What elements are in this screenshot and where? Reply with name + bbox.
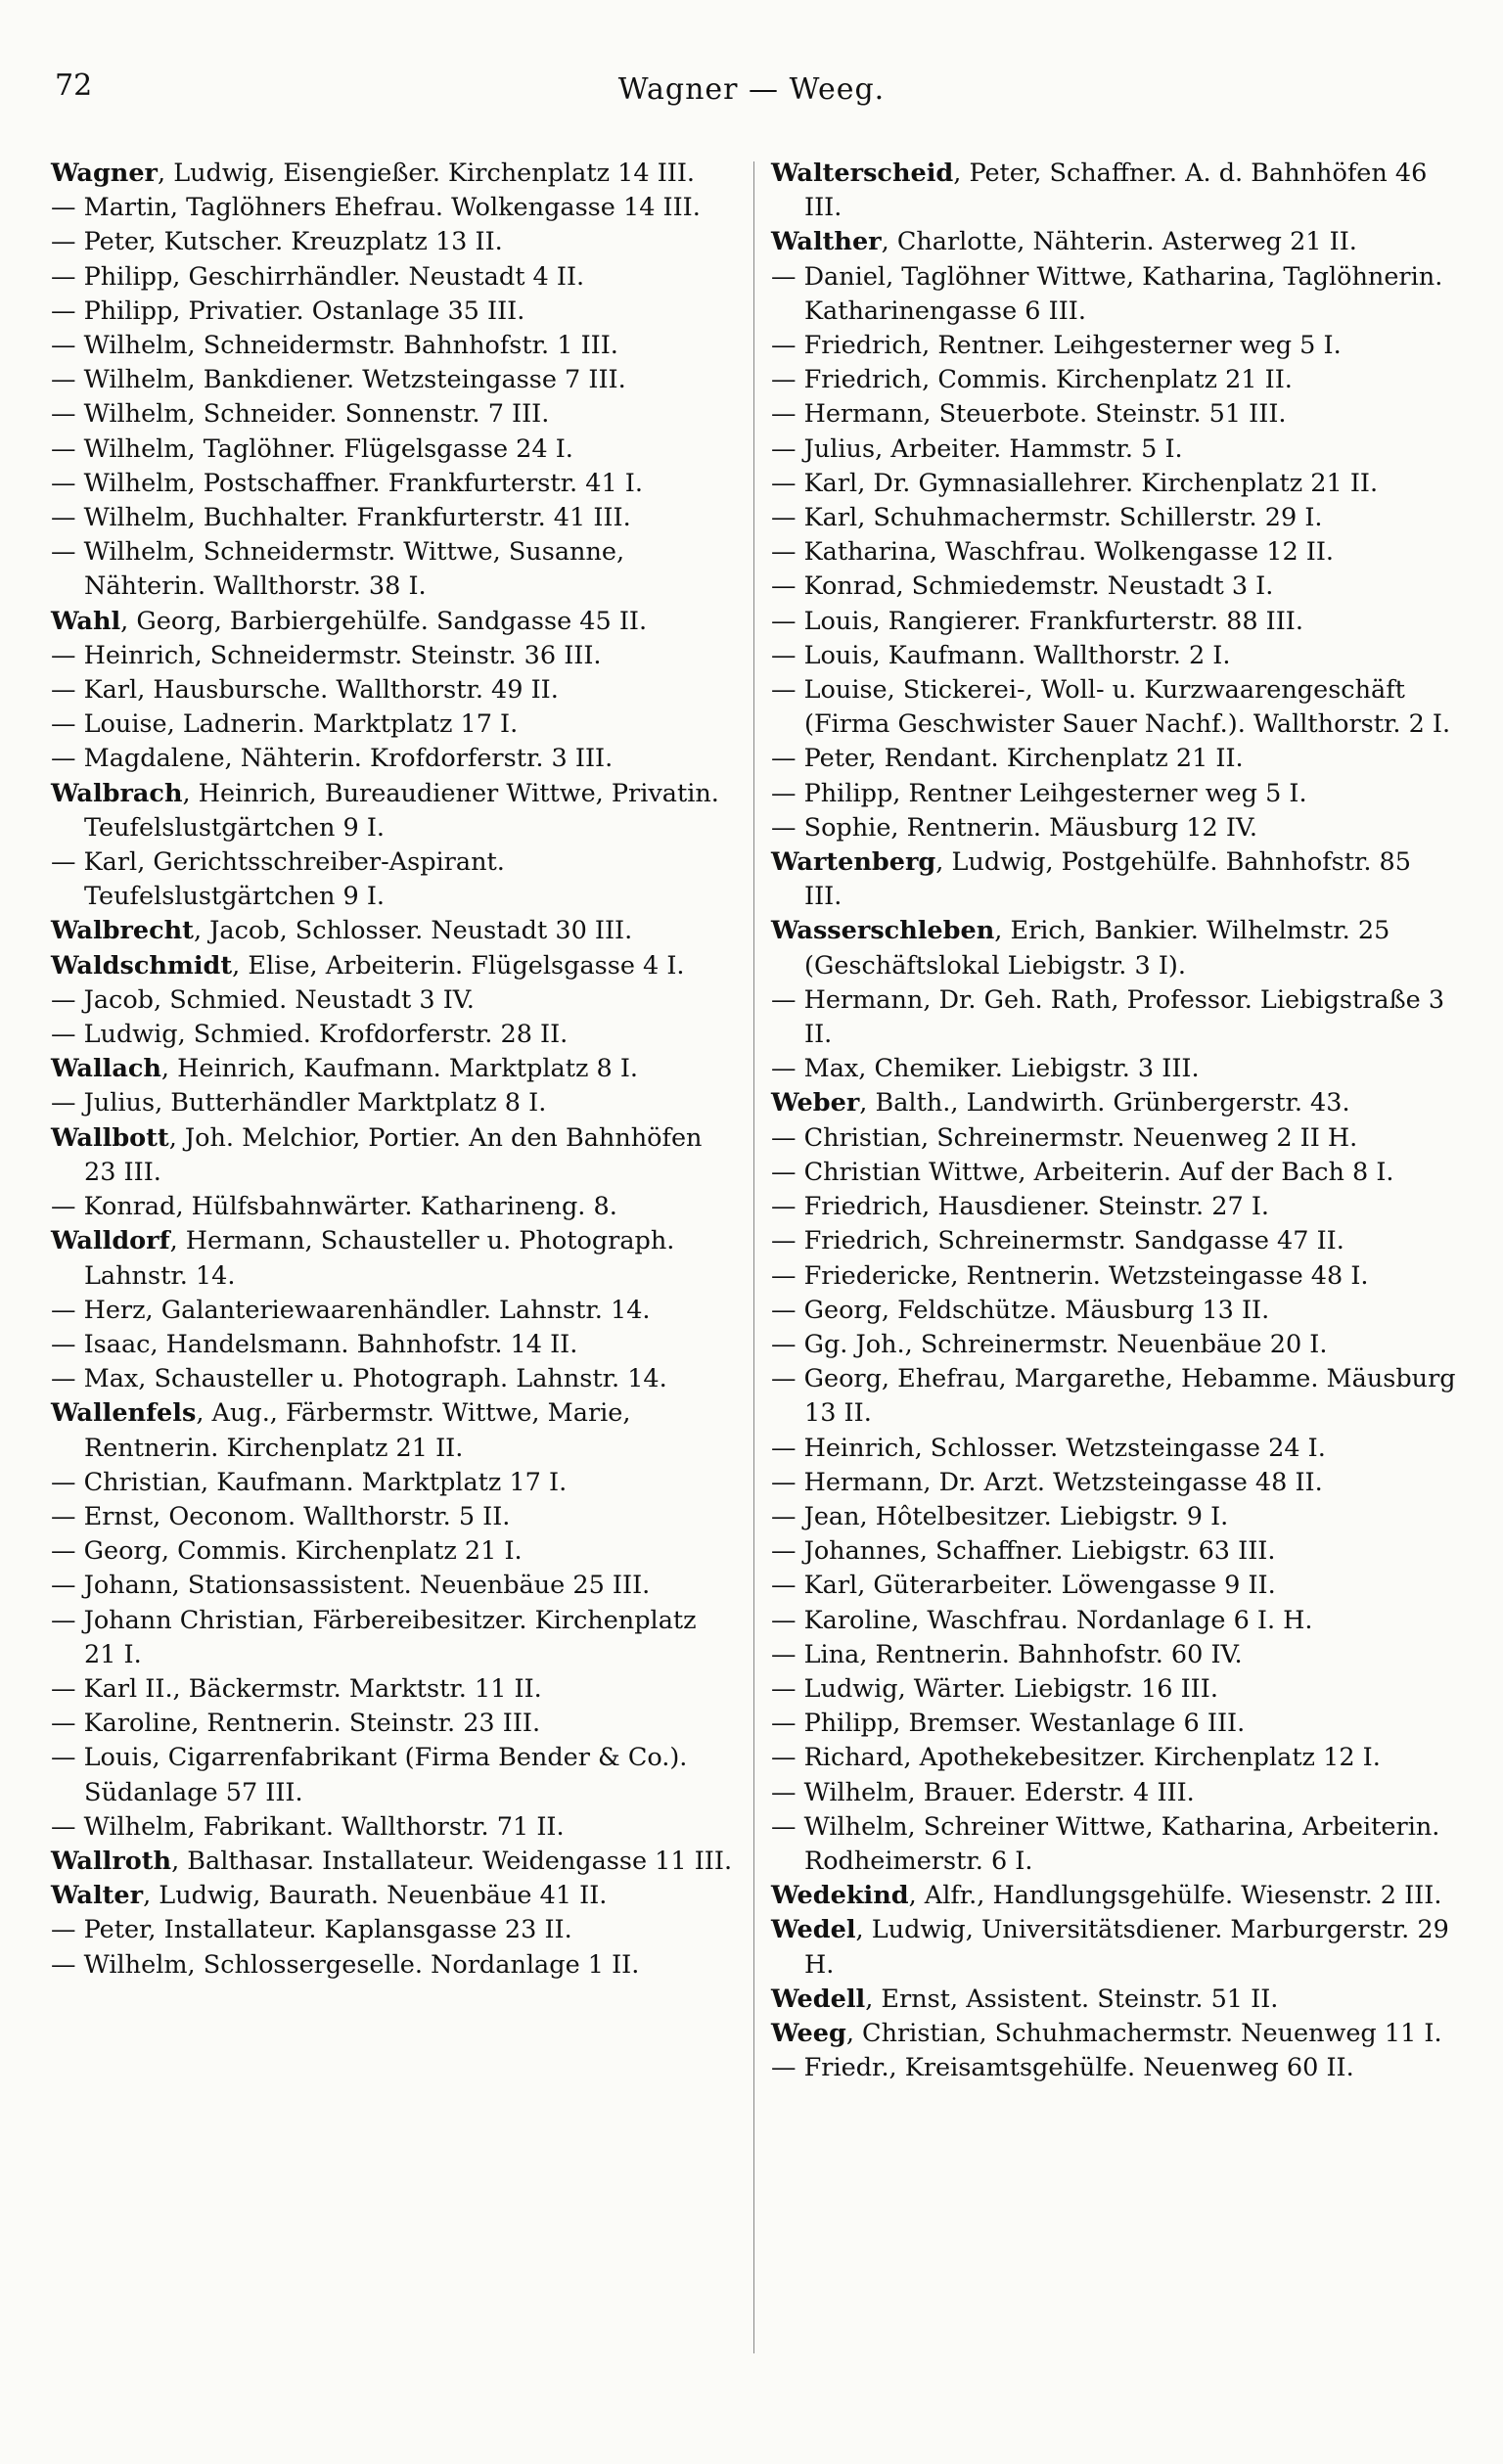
directory-entry: — Wilhelm, Schneider. Sonnenstr. 7 III.	[51, 399, 550, 430]
directory-entry: Walter, Ludwig, Baurath. Neuenbäue 41 II.	[51, 1881, 608, 1911]
running-title: Wagner — Weeg.	[617, 72, 886, 107]
directory-entry: — Julius, Butterhändler Marktplatz 8 I.	[51, 1088, 547, 1118]
directory-entry: Weeg, Christian, Schuhmachermstr. Neuenweg 11 I.	[771, 2018, 1442, 2048]
entry-surname: Weeg	[771, 2018, 846, 2048]
directory-entry: — Philipp, Rentner Leihgesterner weg 5 I.	[771, 778, 1307, 808]
entry-surname: Wallenfels	[51, 1398, 197, 1429]
directory-entry: — Herz, Galanteriewaarenhändler. Lahnstr. 14.	[51, 1295, 651, 1325]
directory-entry: — Katharina, Waschfrau. Wolkengasse 12 II.	[771, 537, 1335, 568]
directory-entry: Wallbott, Joh. Melchior, Portier. An den Bahnhöfen 23 III.	[51, 1122, 710, 1187]
directory-entry: — Karl II., Bäckermstr. Marktstr. 11 II.	[51, 1673, 542, 1704]
directory-entry: — Hermann, Dr. Geh. Rath, Professor. Liebigstraße 3 II.	[771, 984, 1453, 1050]
directory-entry: — Philipp, Geschirrhändler. Neustadt 4 II.	[51, 261, 585, 292]
directory-entry: — Louis, Cigarrenfabrikant (Firma Bender & Co.). Südanlage 57 III.	[51, 1743, 696, 1807]
entry-surname: Walter	[51, 1881, 144, 1911]
entry-surname: Walterscheid	[771, 159, 954, 188]
directory-entry: — Wilhelm, Fabrikant. Wallthorstr. 71 II.	[51, 1811, 565, 1842]
directory-entry: — Julius, Arbeiter. Hammstr. 5 I.	[771, 433, 1183, 464]
entry-surname: Walbrach	[51, 778, 183, 808]
directory-entry: — Friedr., Kreisamtsgehülfe. Neuenweg 60 II.	[771, 2053, 1354, 2083]
directory-entry: — Christian, Schreinermstr. Neuenweg 2 II H.	[771, 1122, 1358, 1153]
directory-entry: — Jacob, Schmied. Neustadt 3 IV.	[51, 984, 475, 1015]
directory-entry: — Wilhelm, Schreiner Wittwe, Katharina, Arbeiterin. Rodheimerstr. 6 I.	[771, 1811, 1448, 1876]
directory-entry: Walbrecht, Jacob, Schlosser. Neustadt 30 III.	[51, 916, 633, 946]
directory-entry: — Wilhelm, Brauer. Ederstr. 4 III.	[771, 1777, 1195, 1807]
entry-surname: Walther	[771, 227, 882, 257]
directory-entry: — Hermann, Dr. Arzt. Wetzsteingasse 48 II.	[771, 1467, 1323, 1497]
directory-entry: — Wilhelm, Bankdiener. Wetzsteingasse 7 III.	[51, 365, 626, 395]
entry-surname: Wartenberg	[771, 847, 936, 878]
entry-surname: Wallach	[51, 1054, 161, 1084]
left-column	[51, 157, 736, 1983]
directory-entry: — Heinrich, Schneidermstr. Steinstr. 36 III.	[51, 640, 602, 670]
directory-entry: Wahl, Georg, Barbiergehülfe. Sandgasse 45 II.	[51, 606, 648, 636]
directory-entry: — Wilhelm, Schneidermstr. Bahnhofstr. 1 III.	[51, 331, 618, 361]
directory-entry: — Wilhelm, Taglöhner. Flügelsgasse 24 I.	[51, 433, 573, 464]
entry-surname: Wallroth	[51, 1846, 172, 1876]
entry-surname: Walldorf	[51, 1226, 170, 1256]
directory-entry: — Christian, Kaufmann. Marktplatz 17 I.	[51, 1467, 568, 1497]
directory-entry: — Max, Schausteller u. Photograph. Lahnstr. 14.	[51, 1364, 667, 1394]
directory-entry: — Konrad, Hülfsbahnwärter. Katharineng. 8.	[51, 1192, 617, 1222]
directory-entry: — Magdalene, Nähterin. Krofdorferstr. 3 III.	[51, 744, 614, 774]
directory-entry: — Hermann, Steuerbote. Steinstr. 51 III.	[771, 399, 1287, 430]
directory-entry: — Philipp, Bremser. Westanlage 6 III.	[771, 1709, 1246, 1739]
directory-entry: — Karl, Hausbursche. Wallthorstr. 49 II.	[51, 675, 559, 706]
directory-entry: — Karl, Güterarbeiter. Löwengasse 9 II.	[771, 1571, 1276, 1601]
directory-entry: — Isaac, Handelsmann. Bahnhofstr. 14 II.	[51, 1329, 578, 1359]
page-number: 72	[55, 68, 93, 103]
directory-entry: — Christian Wittwe, Arbeiterin. Auf der Bach 8 I.	[771, 1157, 1394, 1187]
directory-entry: Wedekind, Alfr., Handlungsgehülfe. Wiesenstr. 2 III.	[771, 1881, 1442, 1911]
directory-entry: — Sophie, Rentnerin. Mäusburg 12 IV.	[771, 812, 1257, 843]
directory-entry: — Johann, Stationsassistent. Neuenbäue 25 III.	[51, 1571, 651, 1601]
directory-entry: — Peter, Kutscher. Kreuzplatz 13 II.	[51, 227, 503, 257]
directory-entry: — Johannes, Schaffner. Liebigstr. 63 III.	[771, 1536, 1276, 1567]
directory-entry: — Georg, Ehefrau, Margarethe, Hebamme. Mäusburg 13 II.	[771, 1364, 1464, 1429]
directory-entry: — Karl, Dr. Gymnasiallehrer. Kirchenplatz 21 II.	[771, 468, 1379, 498]
directory-entry: — Peter, Rendant. Kirchenplatz 21 II.	[771, 744, 1244, 774]
directory-entry: — Louise, Stickerei-, Woll- u. Kurzwaarengeschäft (Firma Geschwister Sauer Nachf.). Wallthorstr. 2 I.	[771, 675, 1451, 740]
directory-entry: — Friedericke, Rentnerin. Wetzsteingasse 48 I.	[771, 1260, 1369, 1291]
directory-entry: Wasserschleben, Erich, Bankier. Wilhelmstr. 25 (Geschäftslokal Liebigstr. 3 I).	[771, 916, 1398, 981]
directory-entry: — Daniel, Taglöhner Wittwe, Katharina, Taglöhnerin. Katharinengasse 6 III.	[771, 261, 1451, 326]
directory-entry: — Friedrich, Commis. Kirchenplatz 21 II.	[771, 365, 1293, 395]
right-column	[771, 157, 1464, 2085]
directory-entry: — Gg. Joh., Schreinermstr. Neuenbäue 20 I.	[771, 1329, 1328, 1359]
directory-entry: — Karl, Gerichtsschreiber-Aspirant. Teufelslustgärtchen 9 I.	[51, 847, 513, 912]
entry-surname: Wallbott	[51, 1122, 169, 1153]
directory-entry: — Wilhelm, Postschaffner. Frankfurterstr. 41 I.	[51, 468, 643, 498]
directory-entry: Walther, Charlotte, Nähterin. Asterweg 21 II.	[771, 227, 1357, 257]
directory-entry: — Wilhelm, Buchhalter. Frankfurterstr. 41 III.	[51, 503, 631, 533]
directory-entry: Wedel, Ludwig, Universitätsdiener. Marburgerstr. 29 H.	[771, 1915, 1457, 1980]
entry-surname: Wedel	[771, 1915, 856, 1945]
directory-entry: — Friedrich, Rentner. Leihgesterner weg 5 I.	[771, 331, 1342, 361]
directory-entry: — Georg, Commis. Kirchenplatz 21 I.	[51, 1536, 523, 1567]
directory-entry: Wallenfels, Aug., Färbermstr. Wittwe, Marie, Rentnerin. Kirchenplatz 21 II.	[51, 1398, 639, 1463]
directory-entry: Wallroth, Balthasar. Installateur. Weidengasse 11 III.	[51, 1846, 733, 1876]
directory-entry: — Ludwig, Wärter. Liebigstr. 16 III.	[771, 1673, 1218, 1704]
directory-entry: Walldorf, Hermann, Schausteller u. Photograph. Lahnstr. 14.	[51, 1226, 683, 1291]
directory-entry: — Lina, Rentnerin. Bahnhofstr. 60 IV.	[771, 1639, 1243, 1669]
directory-entry: — Martin, Taglöhners Ehefrau. Wolkengasse 14 III.	[51, 193, 701, 223]
directory-entry: — Wilhelm, Schlossergeselle. Nordanlage 1 II.	[51, 1949, 640, 1980]
directory-entry: — Karl, Schuhmachermstr. Schillerstr. 29 I.	[771, 503, 1323, 533]
directory-entry: Walbrach, Heinrich, Bureaudiener Wittwe, Privatin. Teufelslustgärtchen 9 I.	[51, 778, 728, 843]
directory-entry: Walterscheid, Peter, Schaffner. A. d. Bahnhöfen 46 III.	[771, 159, 1435, 223]
directory-entry: Wedell, Ernst, Assistent. Steinstr. 51 II.	[771, 1984, 1279, 2014]
directory-entry: — Richard, Apothekebesitzer. Kirchenplatz 12 I.	[771, 1743, 1381, 1773]
directory-entry: — Louise, Ladnerin. Marktplatz 17 I.	[51, 709, 519, 740]
directory-entry: — Wilhelm, Schneidermstr. Wittwe, Susanne, Nähterin. Wallthorstr. 38 I.	[51, 537, 633, 602]
directory-entry: — Ernst, Oeconom. Wallthorstr. 5 II.	[51, 1501, 511, 1531]
entry-surname: Wedell	[771, 1984, 866, 2014]
directory-entry: — Georg, Feldschütze. Mäusburg 13 II.	[771, 1295, 1270, 1325]
entry-surname: Weber	[771, 1088, 860, 1118]
directory-entry: — Jean, Hôtelbesitzer. Liebigstr. 9 I.	[771, 1501, 1229, 1531]
directory-entry: — Philipp, Privatier. Ostanlage 35 III.	[51, 296, 525, 326]
directory-entry: Waldschmidt, Elise, Arbeiterin. Flügelsgasse 4 I.	[51, 950, 685, 981]
directory-entry: — Konrad, Schmiedemstr. Neustadt 3 I.	[771, 571, 1274, 602]
entry-surname: Waldschmidt	[51, 950, 233, 981]
entry-surname: Wedekind	[771, 1881, 909, 1911]
directory-entry: — Heinrich, Schlosser. Wetzsteingasse 24 I.	[771, 1433, 1326, 1463]
directory-entry: Wagner, Ludwig, Eisengießer. Kirchenplatz 14 III.	[51, 159, 696, 188]
directory-entry: — Karoline, Rentnerin. Steinstr. 23 III.	[51, 1709, 541, 1739]
directory-entry: Weber, Balth., Landwirth. Grünbergerstr. 43.	[771, 1088, 1350, 1118]
entry-surname: Wahl	[51, 606, 121, 636]
directory-entry: — Peter, Installateur. Kaplansgasse 23 II.	[51, 1915, 572, 1945]
directory-entry: — Louis, Kaufmann. Wallthorstr. 2 I.	[771, 640, 1231, 670]
directory-entry: — Louis, Rangierer. Frankfurterstr. 88 III.	[771, 606, 1303, 636]
directory-entry: — Ludwig, Schmied. Krofdorferstr. 28 II.	[51, 1020, 569, 1050]
directory-entry: — Johann Christian, Färbereibesitzer. Kirchenplatz 21 I.	[51, 1605, 705, 1669]
directory-entry: Wartenberg, Ludwig, Postgehülfe. Bahnhofstr. 85 III.	[771, 847, 1420, 912]
directory-entry: — Friedrich, Hausdiener. Steinstr. 27 I.	[771, 1192, 1270, 1222]
directory-entry: — Karoline, Waschfrau. Nordanlage 6 I. H.	[771, 1605, 1313, 1635]
directory-entry: — Friedrich, Schreinermstr. Sandgasse 47 II.	[771, 1226, 1344, 1256]
entry-surname: Wagner	[51, 159, 158, 188]
directory-entry: — Max, Chemiker. Liebigstr. 3 III.	[771, 1054, 1200, 1084]
entry-surname: Wasserschleben	[771, 916, 995, 946]
entry-surname: Walbrecht	[51, 916, 194, 946]
directory-entry: Wallach, Heinrich, Kaufmann. Marktplatz 8 I.	[51, 1054, 639, 1084]
column-divider	[753, 161, 754, 2353]
